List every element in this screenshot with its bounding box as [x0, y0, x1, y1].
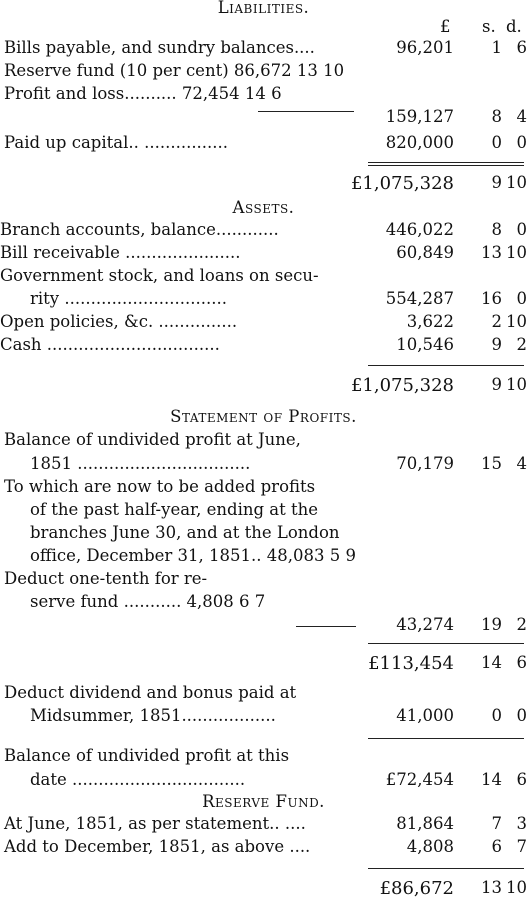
pound-column-header: £	[440, 17, 451, 36]
pounds-value: 10,546	[396, 335, 454, 354]
pence-value: 4	[516, 107, 527, 126]
liability-line	[0, 61, 527, 85]
liabilities-heading: Liabilities.	[217, 0, 310, 17]
pounds-value: 159,127	[385, 107, 454, 126]
liability-line	[0, 84, 527, 108]
reserve-line	[0, 814, 527, 838]
shillings-value: 19	[481, 615, 502, 634]
asset-line	[0, 220, 527, 244]
balance-line	[0, 746, 527, 770]
shillings-value: 15	[481, 454, 502, 473]
line-label: Profit and loss.......... 72,454 14 6	[4, 84, 282, 103]
pounds-value: 3,622	[406, 312, 454, 331]
pence-value: 10	[506, 243, 527, 262]
liability-line	[0, 38, 527, 62]
total-pounds: £1,075,328	[350, 375, 454, 396]
shillings-value: 9	[491, 335, 502, 354]
assets-total	[0, 375, 527, 399]
line-label: Midsummer, 1851..................	[30, 706, 276, 725]
pounds-value: 554,287	[385, 289, 454, 308]
reserve-heading: Reserve Fund.	[202, 792, 325, 811]
total-shillings: 13	[481, 878, 502, 897]
pounds-value: £72,454	[385, 770, 454, 789]
pounds-value: 41,000	[396, 706, 454, 725]
pence-value: 6	[516, 38, 527, 57]
total-pence: 10	[506, 878, 527, 897]
line-label: of the past half-year, ending at the	[30, 500, 319, 519]
line-label: Cash .................................	[0, 335, 220, 354]
line-label: date .................................	[30, 770, 246, 789]
profit-line	[0, 569, 527, 593]
line-label: serve fund ........... 4,808 6 7	[30, 592, 266, 611]
shilling-column-header: s.	[482, 17, 496, 36]
line-label: rity ...............................	[30, 289, 227, 308]
rule	[368, 868, 524, 869]
asset-line	[0, 312, 527, 336]
pence-value: 2	[516, 335, 527, 354]
line-label: To which are now to be added profits	[4, 477, 316, 496]
shillings-value: 0	[491, 133, 502, 152]
profit-line	[0, 523, 527, 547]
shillings-value: 8	[491, 220, 502, 239]
line-label: Branch accounts, balance............	[0, 220, 279, 239]
shillings-value: 0	[491, 706, 502, 725]
pounds-value: 4,808	[406, 837, 454, 856]
rule	[368, 365, 524, 366]
shillings-value: 1	[491, 38, 502, 57]
reserve-total	[0, 878, 527, 902]
pence-value: 4	[516, 454, 527, 473]
liability-line	[0, 133, 527, 157]
line-label: 1851 .................................	[30, 454, 251, 473]
pounds-value: 820,000	[385, 133, 454, 152]
subtotal-pounds: £113,454	[368, 653, 454, 674]
pence-value: 6	[516, 770, 527, 789]
asset-line	[0, 243, 527, 267]
asset-line	[0, 266, 527, 290]
profits-heading: Statement of Profits.	[170, 407, 357, 426]
dividend-line	[0, 683, 527, 707]
pence-value: 10	[506, 312, 527, 331]
shillings-value: 16	[481, 289, 502, 308]
pounds-value: 446,022	[385, 220, 454, 239]
pence-value: 0	[516, 289, 527, 308]
shillings-value: 14	[481, 770, 502, 789]
total-pence: 10	[506, 375, 527, 394]
line-label: Bill receivable ......................	[0, 243, 241, 262]
rule	[368, 162, 524, 163]
pence-value: 3	[516, 814, 527, 833]
total-pounds: £1,075,328	[350, 173, 454, 194]
pounds-value: 70,179	[396, 454, 454, 473]
shillings-value: 8	[491, 107, 502, 126]
profit-line	[0, 546, 527, 570]
assets-heading: Assets.	[232, 198, 295, 217]
total-shillings: 9	[491, 173, 502, 192]
dividend-line	[0, 706, 527, 730]
line-label: Reserve fund (10 per cent) 86,672 13 10	[4, 61, 345, 80]
reserve-line	[0, 837, 527, 861]
pence-value: 0	[516, 133, 527, 152]
balance-line	[0, 770, 527, 794]
line-label: branches June 30, and at the London	[30, 523, 340, 542]
rule	[368, 738, 524, 739]
pence-value: 0	[516, 706, 527, 725]
line-label: At June, 1851, as per statement.. ....	[4, 814, 306, 833]
asset-line	[0, 335, 527, 359]
total-pence: 10	[506, 173, 527, 192]
rule	[368, 165, 524, 166]
pounds-value: 81,864	[396, 814, 454, 833]
line-label: Paid up capital.. ................	[4, 133, 229, 152]
pence-column-header: d.	[506, 17, 522, 36]
total-pounds: £86,672	[379, 878, 454, 899]
pounds-value: 60,849	[396, 243, 454, 262]
line-label: Government stock, and loans on secu-	[0, 266, 319, 285]
shillings-value: 7	[491, 814, 502, 833]
asset-line	[0, 289, 527, 313]
shillings-value: 6	[491, 837, 502, 856]
pence-value: 0	[516, 220, 527, 239]
line-label: Add to December, 1851, as above ....	[4, 837, 311, 856]
line-label: Deduct dividend and bonus paid at	[4, 683, 297, 702]
profit-line	[0, 454, 527, 478]
line-label: Balance of undivided profit at June,	[4, 430, 301, 449]
line-label: Open policies, &c. ...............	[0, 312, 238, 331]
profit-line	[0, 500, 527, 524]
pence-value: 2	[516, 615, 527, 634]
profit-line	[0, 477, 527, 501]
line-label: Bills payable, and sundry balances....	[4, 38, 315, 57]
pence-value: 7	[516, 837, 527, 856]
profit-line	[0, 592, 527, 616]
shillings-value: 13	[481, 243, 502, 262]
pounds-value: 96,201	[396, 38, 454, 57]
profit-line	[0, 430, 527, 454]
liabilities-total	[0, 173, 527, 197]
profit-line	[0, 615, 527, 639]
line-label: office, December 31, 1851.. 48,083 5 9	[30, 546, 356, 565]
liability-line	[0, 107, 527, 131]
line-label: Deduct one-tenth for re-	[4, 569, 208, 588]
subtotal-shillings: 14	[481, 653, 502, 672]
rule	[368, 643, 524, 644]
line-label: Balance of undivided profit at this	[4, 746, 290, 765]
shillings-value: 2	[491, 312, 502, 331]
pounds-value: 43,274	[396, 615, 454, 634]
subtotal-pence: 6	[516, 653, 527, 672]
total-shillings: 9	[491, 375, 502, 394]
profits-subtotal	[0, 653, 527, 677]
